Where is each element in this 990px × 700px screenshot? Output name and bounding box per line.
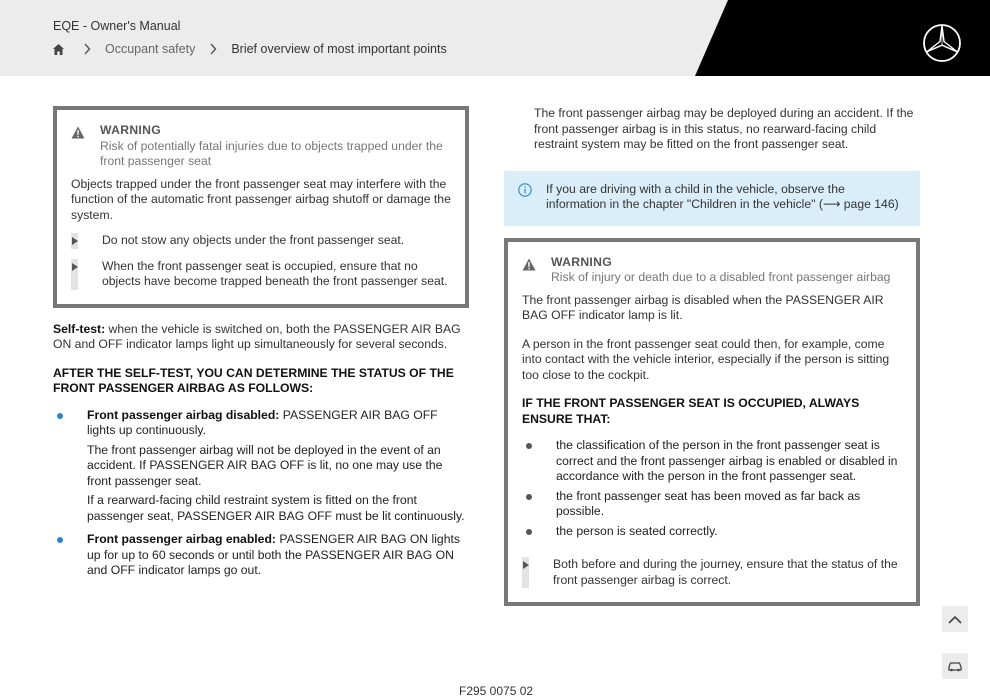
step-arrow-icon: [71, 259, 78, 290]
warning-list: [522, 438, 902, 539]
step-arrow-icon: [522, 557, 529, 588]
scroll-to-top-button[interactable]: [942, 606, 968, 632]
status-list: [53, 408, 469, 583]
intro-paragraph: The front passenger airbag may be deployed during an accident. If the front passenger airbag is in this status, no rearward-facing child restraint system may be fitted on the front passenger seat.: [534, 106, 914, 151]
step-text: Do not stow any objects under the front passenger seat.: [102, 233, 405, 247]
car-icon: [947, 660, 963, 672]
chevron-right-icon: [209, 43, 217, 55]
self-test-label: Self-test:: [53, 321, 106, 336]
bullet-extra: The front passenger airbag will not be deployed in the event of an accident. If PASSENGER AIR BAG OFF is lit, no one may use the front passenger seat.: [87, 442, 443, 488]
warning-triangle-icon: [71, 126, 85, 139]
info-icon: [518, 183, 532, 197]
image-code: F295 0075 02: [459, 684, 534, 698]
bullet-text: the person is seated correctly.: [556, 523, 718, 538]
instruction-step: [522, 557, 902, 588]
bullet-text: the classification of the person in the front passenger seat is correct and the front passenger airbag is enabled or disabled in accordance with the person in the front passenger seat.: [556, 438, 898, 483]
list-item: [53, 408, 469, 529]
bullet-text: PASSENGER AIR BAG OFF lights up continuously.: [87, 407, 438, 437]
info-text: If you are driving with a child in the vehicle, observe the information in the chapter "Children in the vehicle" (⟶ page 146): [546, 181, 899, 211]
brand-star-logo[interactable]: [922, 23, 962, 63]
bullet-icon: [526, 529, 532, 535]
bullet-icon: [526, 443, 532, 449]
warning-caps-heading: IF THE FRONT PASSENGER SEAT IS OCCUPIED, ALWAYS ENSURE THAT:: [522, 396, 860, 426]
list-item: [522, 489, 902, 520]
status-heading: AFTER THE SELF-TEST, YOU CAN DETERMINE THE STATUS OF THE FRONT PASSENGER AIRBAG AS FOLLOWS:: [53, 365, 454, 395]
bullet-text: PASSENGER AIR BAG ON lights up for up to 60 seconds or until both the PASSENGER AIR BAG ON and OFF indicator lamps go out.: [87, 532, 460, 577]
warning-steps: [522, 557, 902, 588]
warning-title: WARNING: [551, 254, 613, 269]
warning-box-trapped-objects: [53, 106, 469, 308]
step-arrow-icon: [71, 233, 78, 249]
warning-steps: [71, 233, 451, 290]
warning-body: The front passenger airbag is disabled when the PASSENGER AIR BAG OFF indicator lamp is lit.: [522, 292, 884, 322]
bullet-label: Front passenger airbag enabled:: [87, 532, 276, 546]
bullet-icon: [57, 537, 63, 543]
info-box: [504, 171, 920, 226]
doc-title: EQE - Owner's Manual: [53, 19, 181, 33]
self-test-text: when the vehicle is switched on, both the PASSENGER AIR BAG ON and OFF indicator lamps light up simultaneously for several seconds.: [53, 321, 461, 351]
list-item: [53, 532, 469, 583]
warning-box-disabled-airbag: [504, 238, 920, 607]
left-column: [53, 106, 469, 587]
step-text: Both before and during the journey, ensure that the status of the front passenger airbag is correct.: [553, 557, 898, 587]
bullet-extra: If a rearward-facing child restraint system is fitted on the front passenger seat, PASSENGER AIR BAG OFF must be lit continuously.: [87, 493, 465, 523]
warning-subtitle: Risk of potentially fatal injuries due to objects trapped under the front passenger seat: [100, 138, 443, 168]
warning-header: [522, 255, 902, 286]
step-text: When the front passenger seat is occupied, ensure that no objects have become trapped beneath the front passenger seat.: [102, 258, 448, 288]
bullet-label: Front passenger airbag disabled:: [87, 407, 280, 422]
bullet-icon: [57, 413, 63, 419]
breadcrumb: [52, 42, 447, 56]
right-column: [504, 106, 920, 606]
chevron-up-icon: [948, 615, 962, 624]
header: [0, 0, 990, 76]
breadcrumb-item-current: Brief overview of most important points: [231, 42, 447, 56]
breadcrumb-item-occupant-safety[interactable]: Occupant safety: [105, 42, 196, 56]
bullet-icon: [526, 494, 532, 500]
self-test-paragraph: [53, 322, 469, 353]
list-item: [522, 438, 902, 485]
instruction-step: [71, 259, 451, 290]
warning-header: [71, 123, 451, 170]
chevron-right-icon: [83, 43, 91, 55]
warning-body: A person in the front passenger seat could then, for example, come into contact with the vehicle interior, especially if the person is sitting too close to the cockpit.: [522, 336, 890, 382]
warning-triangle-icon: [522, 258, 536, 271]
warning-title: WARNING: [100, 123, 162, 137]
warning-subtitle: Risk of injury or death due to a disabled front passenger airbag: [551, 270, 891, 284]
instruction-step: [71, 233, 451, 249]
warning-body: Objects trapped under the front passenger seat may interfere with the function of the automatic front passenger airbag shutoff or damage the system.: [71, 176, 451, 222]
car-view-button[interactable]: [942, 653, 968, 679]
list-item: [522, 524, 902, 540]
home-icon[interactable]: [52, 43, 65, 56]
bullet-text: the front passenger seat has been moved as far back as possible.: [556, 488, 861, 518]
